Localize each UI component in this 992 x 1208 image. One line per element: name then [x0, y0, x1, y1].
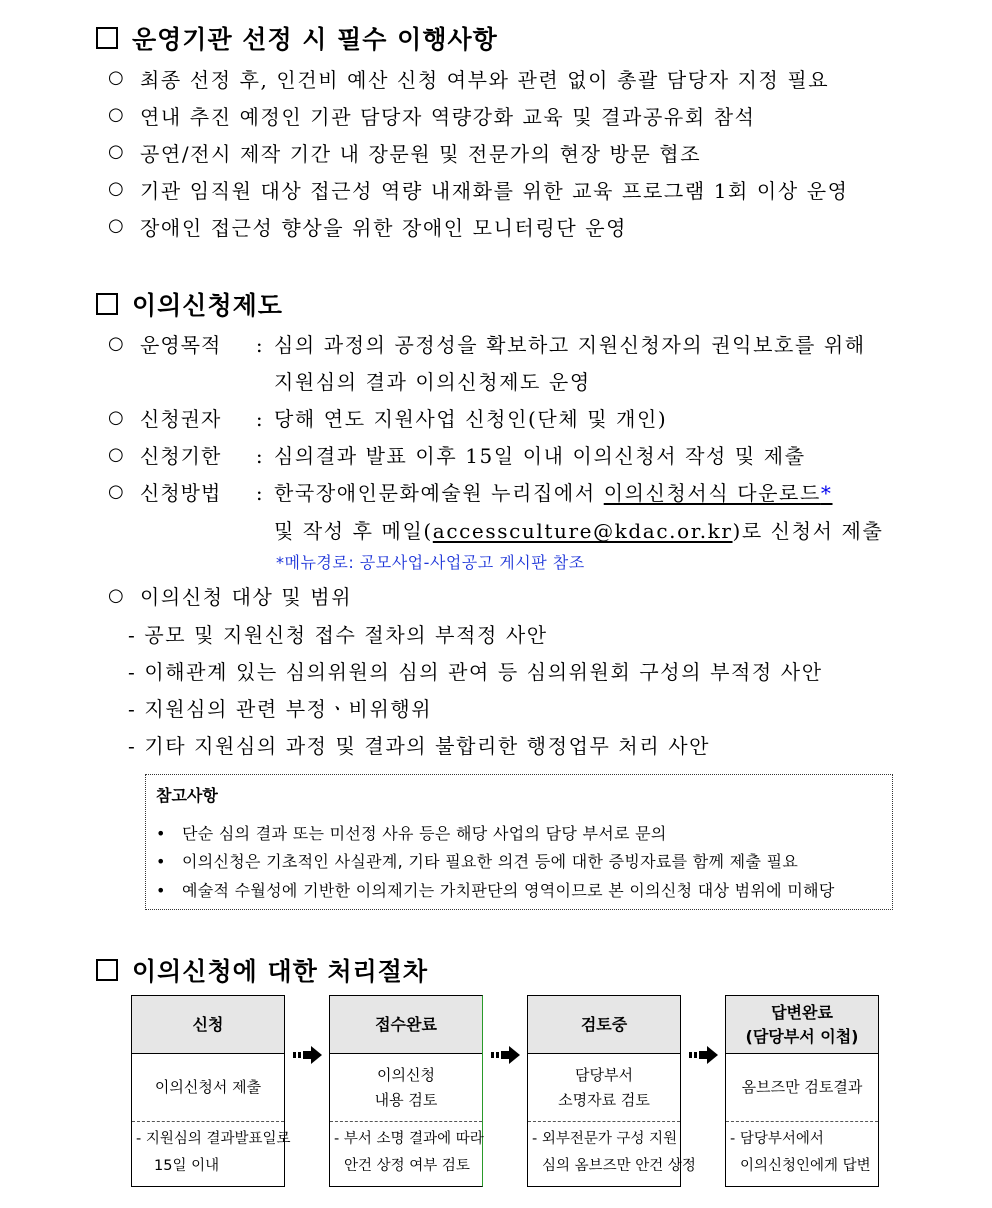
circle-bullet-icon: ○	[108, 141, 124, 162]
arrow-right-icon	[491, 1046, 521, 1064]
reference-item: • 예술적 수월성에 기반한 이의제기는 가치판단의 영역이므로 본 이의신청 대상 범위에 미해당	[156, 881, 835, 900]
circle-bullet-icon: ○	[108, 215, 124, 236]
step-reviewing: 검토중 담당부서 소명자료 검토 - 외부전문가 구성 지원 심의 옴브즈만 안건 상정	[527, 995, 681, 1187]
method-row: 신청방법 : 한국장애인문화예술원 누리집에서 이의신청서식 다운로드*	[140, 477, 833, 506]
circle-bullet-icon: ○	[108, 481, 124, 502]
checkbox-square-icon	[96, 293, 118, 315]
list-item: 기관 임직원 대상 접근성 역량 내재화를 위한 교육 프로그램 1회 이상 운영	[140, 179, 849, 203]
footnote-star: *	[820, 481, 833, 505]
bullet-dot-icon: •	[156, 852, 166, 871]
section-heading-required-duties: 운영기관 선정 시 필수 이행사항	[96, 20, 498, 56]
section-heading-procedure: 이의신청에 대한 처리절차	[96, 952, 428, 988]
circle-bullet-icon: ○	[108, 585, 124, 606]
list-item: 연내 추진 예정인 기관 담당자 역량강화 교육 및 결과공유회 참석	[140, 105, 756, 129]
list-item: 최종 선정 후, 인건비 예산 신청 여부와 관련 없이 총괄 담당자 지정 필요	[140, 68, 830, 92]
purpose-label: 운영목적	[140, 333, 222, 357]
applicant-row: 신청권자 : 당해 연도 지원사업 신청인(단체 및 개인)	[140, 403, 667, 432]
applicant-label: 신청권자	[140, 407, 222, 431]
deadline-row: 신청기한 : 심의결과 발표 이후 15일 이내 이의신청서 작성 및 제출	[140, 440, 806, 469]
scope-title: 이의신청 대상 및 범위	[140, 585, 353, 609]
step-answered: 답변완료 (담당부서 이첩) 옴브즈만 검토결과 - 담당부서에서 이의신청인에게 답변	[725, 995, 879, 1187]
circle-bullet-icon: ○	[108, 407, 124, 428]
list-item: 공연/전시 제작 기간 내 장문원 및 전문가의 현장 방문 협조	[140, 142, 702, 166]
reference-title: 참고사항	[156, 786, 218, 805]
circle-bullet-icon: ○	[108, 178, 124, 199]
arrow-right-icon	[689, 1046, 719, 1064]
step-apply: 신청 이의신청서 제출 - 지원심의 결과발표일로 15일 이내	[131, 995, 285, 1187]
bullet-dot-icon: •	[156, 824, 166, 843]
circle-bullet-icon: ○	[108, 67, 124, 88]
deadline-label: 신청기한	[140, 444, 222, 468]
purpose-text-continued: 지원심의 결과 이의신청제도 운영	[274, 370, 591, 394]
arrow-right-icon	[293, 1046, 323, 1064]
scope-item: - 이해관계 있는 심의위원의 심의 관여 등 심의위원회 구성의 부적정 사안	[128, 660, 823, 684]
applicant-text: 당해 연도 지원사업 신청인(단체 및 개인)	[274, 407, 668, 431]
method-text: 한국장애인문화예술원 누리집에서	[274, 481, 596, 505]
purpose-row: 운영목적 : 심의 과정의 공정성을 확보하고 지원신청자의 권익보호를 위해	[140, 329, 866, 358]
method-label: 신청방법	[140, 481, 222, 505]
scope-item: - 기타 지원심의 과정 및 결과의 불합리한 행정업무 처리 사안	[128, 734, 711, 758]
scope-item: - 지원심의 관련 부정ㆍ비위행위	[128, 697, 433, 721]
reference-item: • 단순 심의 결과 또는 미선정 사유 등은 해당 사업의 담당 부서로 문의	[156, 824, 667, 843]
reference-item: • 이의신청은 기초적인 사실관계, 기타 필요한 의견 등에 대한 증빙자료를 함께 제출 필요	[156, 852, 799, 871]
reference-box	[145, 774, 893, 910]
circle-bullet-icon: ○	[108, 104, 124, 125]
section-heading-appeal-system: 이의신청제도	[96, 286, 283, 322]
deadline-text: 심의결과 발표 이후 15일 이내 이의신청서 작성 및 제출	[274, 444, 806, 468]
method-row-continued: 및 작성 후 메일(accessculture@kdac.or.kr)로 신청서 제출	[274, 519, 884, 543]
checkbox-square-icon	[96, 27, 118, 49]
scope-item: - 공모 및 지원신청 접수 절차의 부적정 사안	[128, 623, 548, 647]
list-item: 장애인 접근성 향상을 위한 장애인 모니터링단 운영	[140, 216, 628, 240]
form-download-link[interactable]: 이의신청서식 다운로드*	[603, 481, 833, 505]
step-received: 접수완료 이의신청 내용 검토 - 부서 소명 결과에 따라 안건 상정 여부 검토	[329, 995, 483, 1187]
purpose-text: 심의 과정의 공정성을 확보하고 지원신청자의 권익보호를 위해	[274, 333, 866, 357]
circle-bullet-icon: ○	[108, 444, 124, 465]
checkbox-square-icon	[96, 959, 118, 981]
menu-path-note: *메뉴경로: 공모사업-사업공고 게시판 참조	[276, 553, 585, 572]
circle-bullet-icon: ○	[108, 333, 124, 354]
bullet-dot-icon: •	[156, 881, 166, 900]
email-link[interactable]: accessculture@kdac.or.kr	[432, 519, 733, 543]
